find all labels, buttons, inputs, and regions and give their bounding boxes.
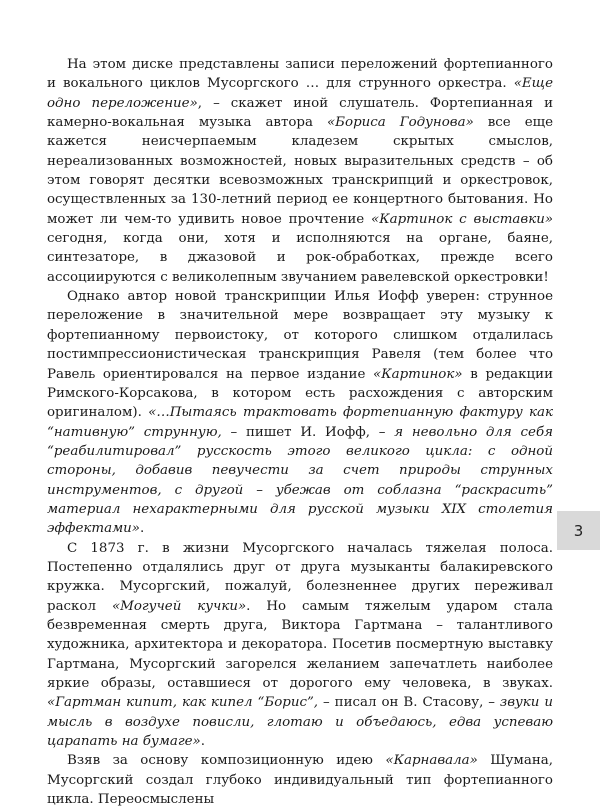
body-text: . Но самым тяжелым ударом стала безвременная смерть друга, Виктора Гартмана – талантливого художника, архитектора и декоратора. Посетив посмертную выставку Гартмана, Мусоргский загорелся желанием запечатлеть наиболее яркие образы, оставшиеся от дорогого ему человека, в звуках. [47, 598, 554, 691]
italic-quote-text: «Гартман кипит, как кипел “Борис”, [47, 695, 319, 711]
page-text-block [47, 55, 553, 809]
italic-quote-text: «Картинок» [373, 366, 463, 382]
italic-quote-text: – звуки и мысль в воздухе повисли, глотаю и объедаюсь, едва успеваю царапать на бумаге» [47, 695, 553, 750]
body-text: все еще кажется неисчерпаемым кладезем скрытых смыслов, нереализованных возможностей, новых выразительных средств – об этом говорят десятки всевозможных транскрипций и оркестровок, осуществленных за 130-летний период ее концертного бытования. Но может ли чем-то удивить новое прочтение [47, 115, 553, 227]
italic-quote-text: «Еще одно переложение» [47, 76, 553, 111]
body-text: С 1873 г. в жизни Мусоргского началась тяжелая полоса. Постепенно отдалялись друг от друга музыканты балакиревского кружка. Мусоргский, пожалуй, болезненнее других переживал раскол [47, 540, 553, 614]
italic-quote-text: – я невольно для себя “реабилитировал” русскость этого великого цикла: с одной стороны, добавив певучести за счет природы струнных инструментов, с другой – убежав от соблазна “раскрасить” материал нехарактерными для русской музыки XIX столетия эффектами» [47, 424, 554, 537]
body-text: сегодня, когда они, хотя и исполняются на органе, баяне, синтезаторе, в джазовой и рок-обработках, прежде всего ассоциируются с великолепным звучанием равелевской оркестровки! [47, 231, 553, 285]
body-text: Взяв за основу композиционную идею [67, 753, 386, 769]
page-number-tab [557, 511, 600, 550]
body-text: Шумана, Мусоргский создал глубоко индивидуальный тип фортепианного цикла. Переосмыслены [47, 753, 553, 808]
body-text: . [200, 734, 205, 750]
italic-quote-text: «Бориса Годунова» [326, 115, 474, 131]
body-text: . [139, 521, 145, 537]
italic-quote-text: «Карнавала» [385, 753, 478, 769]
paragraph [47, 751, 553, 809]
body-text: , – скажет иной слушатель. Фортепианная и камерно-вокальная музыка автора [47, 95, 554, 131]
body-text: – пишет И. Иофф, [221, 424, 379, 440]
paragraph [47, 539, 553, 752]
paragraph [47, 55, 553, 287]
body-text: – писал он В. Стасову, [318, 695, 489, 711]
italic-quote-text: «…Пытаясь трактовать фортепианную фактуру как “нативную” струнную, [47, 405, 553, 440]
body-text: в редакции Римского-Корсакова, в котором есть расхождения с авторским оригиналом). [47, 366, 553, 421]
body-text: На этом диске представлены записи переложений фортепианного и вокального циклов Мусоргского … для струнного оркестра. [47, 57, 553, 92]
paragraph [47, 287, 553, 538]
italic-quote-text: «Картинок с выставки» [371, 211, 554, 227]
italic-quote-text: «Могучей кучки» [111, 598, 247, 614]
page-number: 3 [573, 521, 584, 540]
body-text: Однако автор новой транскрипции Илья Иофф уверен: струнное переложение в значительной мере возвращает эту музыку к фортепианному первоистоку, от которого слишком отдалилась постимпрессионистическая транскрипция Равеля (тем более что Равель ориентировался на первое издание [47, 289, 553, 382]
